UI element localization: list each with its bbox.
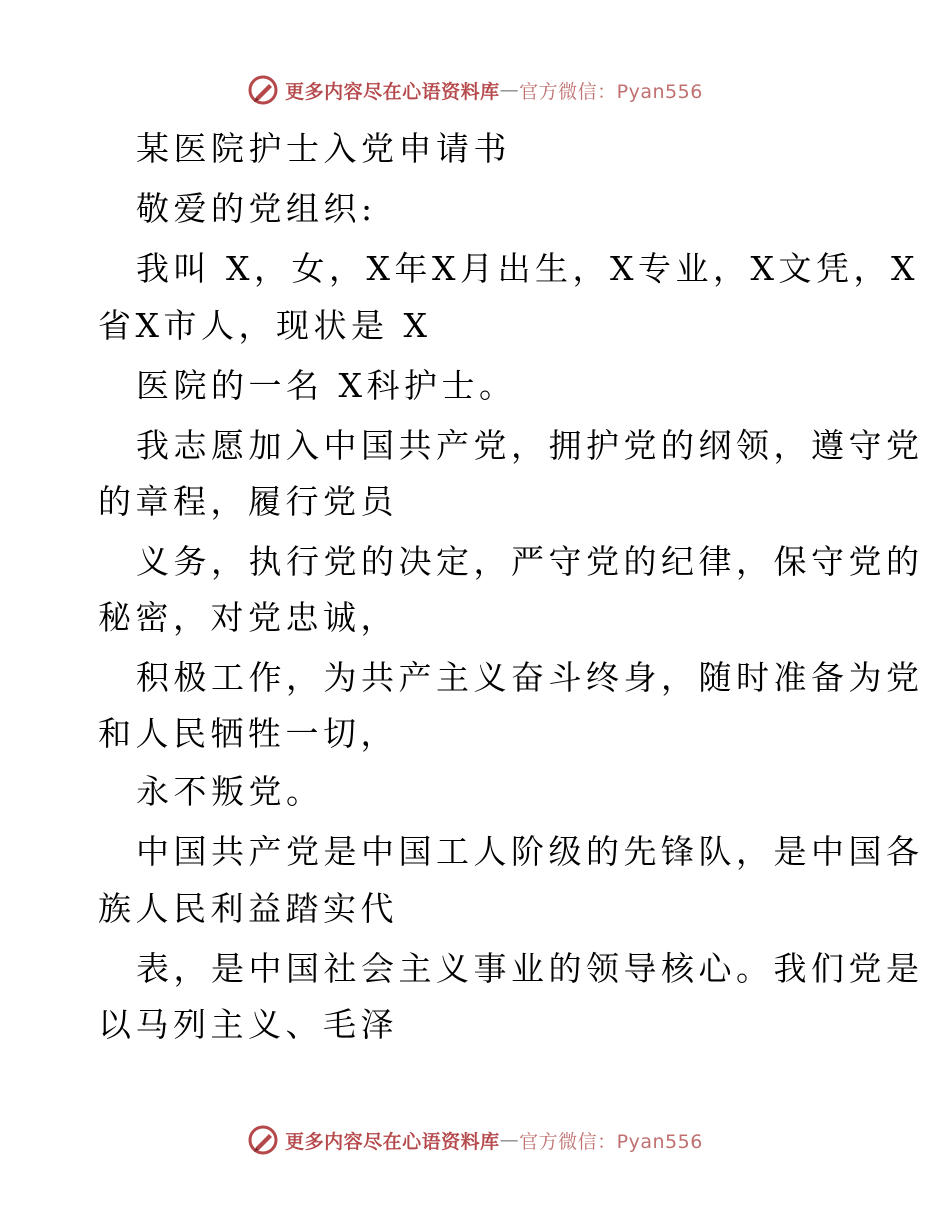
banner-wechat-text: 官方微信：Pyan556 [519,1130,703,1153]
text-line: 积极工作，为共产主义奋斗终身，随时准备为党 [136,658,924,697]
text-line: 秘密，对党忠诚， [98,598,398,637]
header-banner [0,70,950,110]
pen-logo-icon [247,1124,279,1156]
text-line: 和人民牺牲一切， [98,714,398,753]
text-line: 我叫 X，女，X年X月出生，X专业，X文凭，X [136,249,919,288]
text-line: 族人民利益踏实代 [98,889,398,928]
banner-dash: — [499,1129,520,1151]
text-line: 的章程，履行党员 [98,482,398,521]
text-line: 义务，执行党的决定，严守党的纪律，保守党的 [136,542,924,581]
banner-dash: — [499,79,520,101]
banner-wechat-text: 官方微信：Pyan556 [519,80,703,103]
text-line: 永不叛党。 [136,772,324,811]
text-line: 医院的一名 X科护士。 [136,366,517,405]
document-title: 某医院护士入党申请书 [136,129,511,168]
text-line: 省X市人，现状是 X [98,306,432,345]
footer-banner [0,1120,950,1160]
text-line: 以马列主义、毛泽 [98,1005,398,1044]
pen-logo-icon [247,74,279,106]
text-line: 表，是中国社会主义事业的领导核心。我们党是 [136,949,924,988]
salutation: 敬爱的党组织: [136,189,377,228]
text-line: 中国共产党是中国工人阶级的先锋队，是中国各 [136,832,924,871]
text-line: 我志愿加入中国共产党，拥护党的纲领，遵守党 [136,426,924,465]
banner-main-text: 更多内容尽在心语资料库 [285,1130,500,1153]
banner-main-text: 更多内容尽在心语资料库 [285,80,500,103]
